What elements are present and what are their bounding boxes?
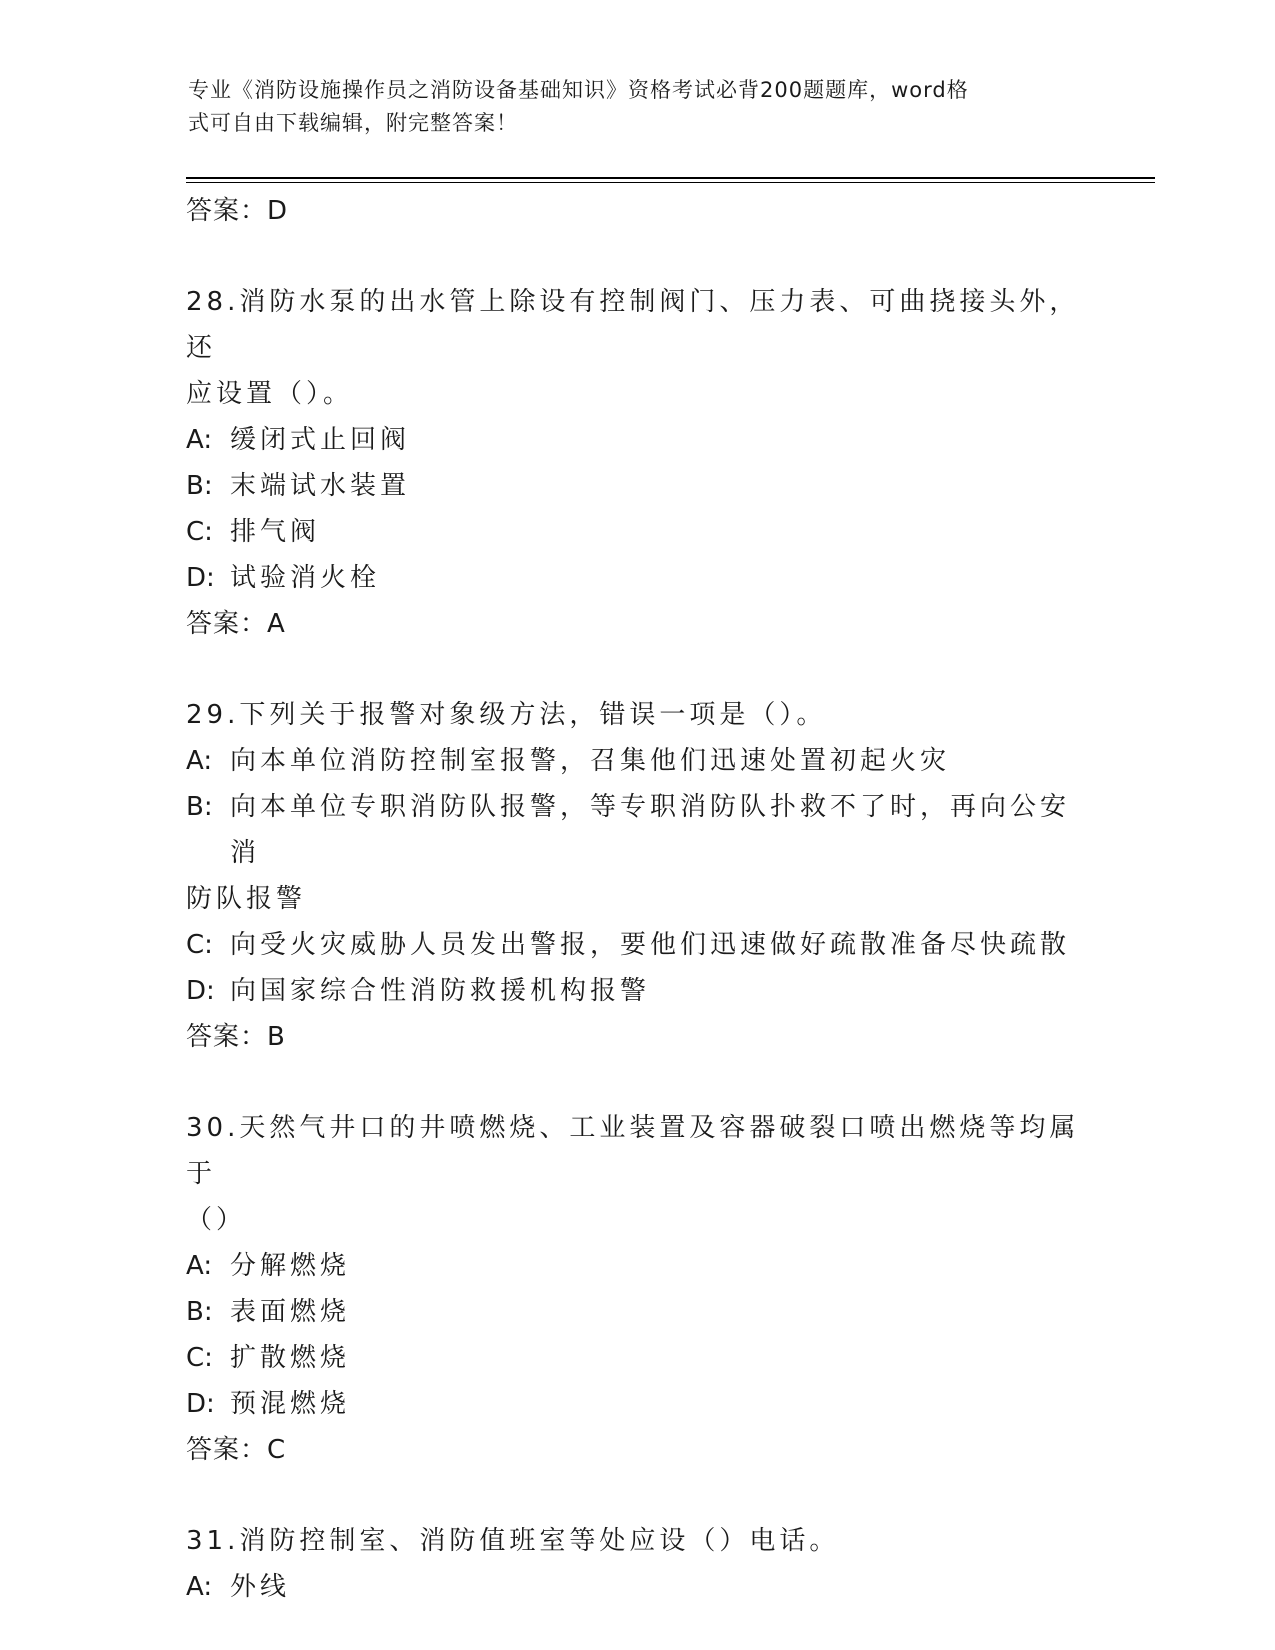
option-d (186, 1381, 1086, 1427)
option-letter: D: (186, 976, 215, 1006)
question-text-continued: 应设置（）。 (186, 379, 354, 409)
question-block (186, 1518, 1086, 1610)
question-text: 28.消防水泵的出水管上除设有控制阀门、压力表、可曲挠接头外，还 (186, 287, 1080, 363)
question-block (186, 692, 1086, 1060)
answer-line: 答案：C (186, 1435, 287, 1465)
question-text-continued: （） (186, 1205, 247, 1235)
option-letter: A: (186, 746, 213, 776)
answer-line: 答案：A (186, 609, 286, 639)
option-text: 分解燃烧 (230, 1251, 351, 1281)
option-text: 向本单位消防控制室报警，召集他们迅速处置初起火灾 (230, 746, 951, 776)
header-line-2: 式可自由下载编辑，附完整答案！ (188, 111, 518, 135)
option-text-continued: 防队报警 (186, 884, 307, 914)
option-text: 末端试水装置 (230, 471, 411, 501)
option-b (186, 1289, 1086, 1335)
option-letter: C: (186, 930, 213, 960)
option-letter: B: (186, 792, 213, 822)
header-divider-thin (186, 182, 1155, 183)
option-text: 向国家综合性消防救援机构报警 (230, 976, 651, 1006)
option-letter: D: (186, 1389, 215, 1419)
option-c (186, 922, 1086, 968)
option-text: 外线 (230, 1572, 291, 1602)
option-letter: B: (186, 471, 213, 501)
option-a (186, 738, 1086, 784)
option-text: 排气阀 (230, 517, 321, 547)
option-text: 向受火灾威胁人员发出警报，要他们迅速做好疏散准备尽快疏散 (230, 930, 1071, 960)
option-letter: A: (186, 425, 213, 455)
question-text: 30.天然气井口的井喷燃烧、工业装置及容器破裂口喷出燃烧等均属于 (186, 1113, 1080, 1189)
question-block (186, 1105, 1086, 1473)
option-letter: D: (186, 563, 215, 593)
option-a (186, 1564, 1086, 1610)
option-a (186, 417, 1086, 463)
question-block (186, 279, 1086, 647)
header-line-1: 专业《消防设施操作员之消防设备基础知识》资格考试必背200题题库，word格 (188, 78, 969, 102)
option-text: 向本单位专职消防队报警，等专职消防队扑救不了时，再向公安消 (230, 792, 1071, 868)
answer-line: 答案：B (186, 1022, 286, 1052)
option-letter: A: (186, 1251, 213, 1281)
option-b (186, 784, 1086, 876)
option-a (186, 1243, 1086, 1289)
option-text: 扩散燃烧 (230, 1343, 351, 1373)
question-text: 29.下列关于报警对象级方法，错误一项是（）。 (186, 700, 827, 730)
option-c (186, 509, 1086, 555)
header-divider-thick (186, 177, 1155, 179)
option-letter: A: (186, 1572, 213, 1602)
option-letter: C: (186, 517, 213, 547)
document-body (186, 188, 1086, 1610)
option-d (186, 555, 1086, 601)
document-header (188, 74, 1068, 140)
question-text: 31.消防控制室、消防值班室等处应设（）电话。 (186, 1526, 840, 1556)
option-c (186, 1335, 1086, 1381)
option-d (186, 968, 1086, 1014)
option-letter: C: (186, 1343, 213, 1373)
option-text: 预混燃烧 (230, 1389, 351, 1419)
option-text: 表面燃烧 (230, 1297, 351, 1327)
option-letter: B: (186, 1297, 213, 1327)
option-b (186, 463, 1086, 509)
option-text: 缓闭式止回阀 (230, 425, 411, 455)
option-text: 试验消火栓 (230, 563, 381, 593)
answer-line: 答案：D (186, 196, 289, 226)
